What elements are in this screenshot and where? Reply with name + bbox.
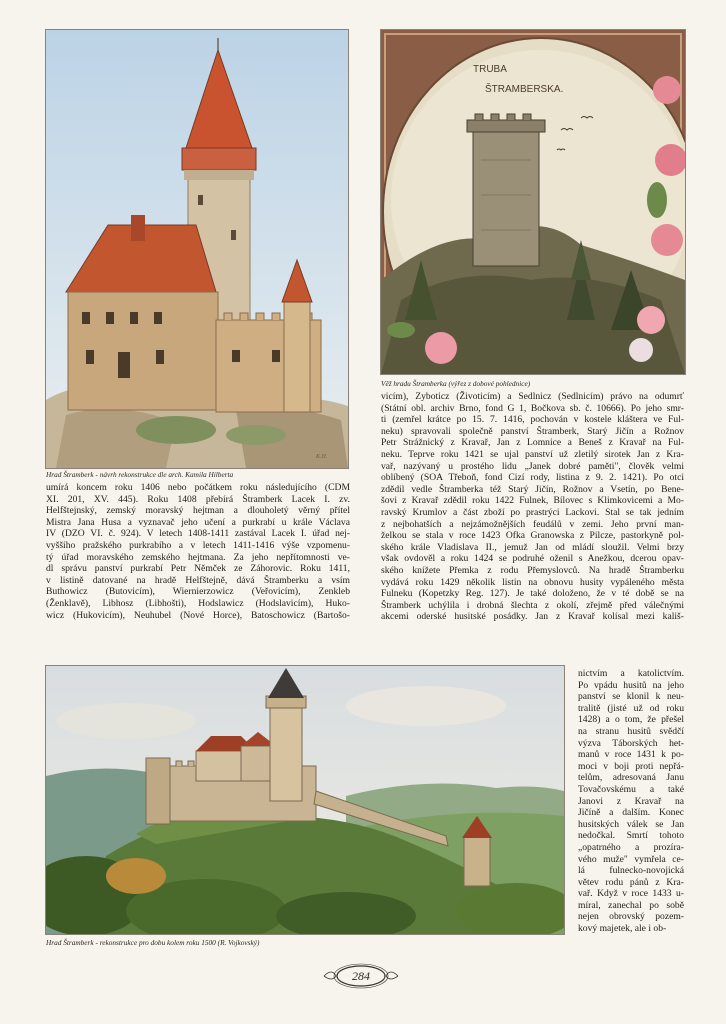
text-line: míral, zanechal po sobě [578,899,684,911]
castle-illustration-vojkovsky [46,666,564,934]
right-column-text [381,391,684,623]
text-line: moci v boji proti nepřá- [578,760,684,772]
text-line: vyššího pražského purkrabího a v letech 1411-1416 výše vzpomenu- [46,539,350,551]
text-line: na stranu husitů svědčí [578,725,684,737]
text-line: Po vpádu husitů na jeho [578,679,684,691]
text-line: nedočkal. Smrtí tohoto [578,830,684,842]
text-line: tý úřad moravského zemského hejtmana. Za jeho nepřítomnosti ve- [46,551,350,563]
text-line: oblíbený (SOA Třeboň, fond Cizí rody, listina z 9. 2. 1421). Po otci [381,472,684,484]
text-line: však ovdověl a roku 1424 se podruhé oženil s Anežkou, dcerou opav- [381,553,684,565]
text-line: (Státní obl. archiv Brno, fond G 1, Bočkova sb. č. 10666). Po jeho smr- [381,402,684,414]
text-line: nejen obrovský pozem- [578,911,684,923]
text-line: z nejbohatších a nejzámožnějších feudálů v zemi. Jeho první man- [381,518,684,530]
caption-postcard: Věž hradu Štramberka (výřez z dobové pohlednice) [381,379,531,388]
castle-illustration-hilbert [46,30,348,468]
text-line: nictvím a katolictvím. [578,668,684,679]
text-line: manů v roce 1431 k po- [578,749,684,761]
text-line: šovi z Kravař zdědil roku 1422 Fulnek, Bílovec s Klimkovicemi a Mo- [381,495,684,507]
page-number: 284 [352,969,370,983]
text-line: vař, nazývaný u prostého lidu „Janek dobré paměti", člověk velmi [381,460,684,472]
text-line: umírá koncem roku 1406 nebo počátkem roku následujícího (CDM [46,482,350,493]
text-line: ského krále Vladislava II., jemuž Jan od mládí sloužil. Velmi brzy [381,541,684,553]
text-line: XI. 201, XV. 445). Roku 1408 přebírá Štramberk Lacek I. zv. [46,493,350,505]
text-line: Jičíně a dalším. Konec [578,807,684,819]
text-line: neku) spravovali společně panství Štramberk, Starý Jičín a Rožnov [381,425,684,437]
figure-postcard-tower [380,29,686,375]
svg-text:K.H.: K.H. [316,454,328,460]
text-line: telům, adresovaná Janu [578,772,684,784]
left-column-text [46,482,350,621]
postcard-label-line2: ŠTRAMBERSKA. [485,84,564,95]
postcard-label-line1: TRUBA [473,64,507,75]
text-line: (Ženklavě), Libhosz (Libhošti), Hodslawicz (Hodslavicím), Huko- [46,597,350,609]
caption-vojkovsky: Hrad Štramberk - rekonstrukce pro dobu kolem roku 1500 (R. Vojkovský) [46,938,260,947]
text-line: tralitě (jisté už od roku [578,702,684,714]
text-line: zdědil vedle Štramberka též Starý Jičín, Rožnov a Vsetín, po Bene- [381,483,684,495]
text-line: Buthowicz (Butovicím), Wiernierzowicz (Veřovicím), Zenkleb [46,586,350,598]
text-line: akcemi oderské husitské posádky. Jan z Kravař kolísal mezi kališ- [381,611,684,623]
text-line: Mistra Jana Husa a vyznavač jeho učení a purkrabí u krále Václava [46,516,350,528]
caption-hilbert: Hrad Štramberk - návrh rekonstrukce dle arch. Kamila Hilberta [46,470,234,479]
text-line: vého muže" vymřela ce- [578,853,684,865]
text-line: „opatrného a prozíra- [578,841,684,853]
text-line: ravský Krumlov a část zboží po prastrýci Lackovi. Stal se tak jedním [381,506,684,518]
text-line: vicím), Zyboticz (Životicím) a Sedlnicz (Sedlnicím) právo na odumrť [381,391,684,402]
text-line: IV (DZO VI. č. 924). V letech 1408-1411 zastával Lacek I. úřad nej- [46,528,350,540]
text-line: Janovi z Kravař na [578,795,684,807]
text-line: Helfštejnský, zemský moravský hejtman a dlouholetý věrný přítel [46,505,350,517]
text-line: želkou se stala v roce 1423 Ofka Granowska z Pilcze, pastorkyně pol- [381,530,684,542]
text-line: lá fulnecko-novojická [578,865,684,877]
text-line: Tovačovskému a také [578,783,684,795]
postcard-illustration [381,30,685,374]
text-line: neku. Teprve roku 1421 se ujal panství už zletilý sirotek Jan z Kra- [381,448,684,460]
text-line: Petr Strážnický z Kravař, Jan z Lomnice a Beneš z Kravař na Ful- [381,437,684,449]
text-line: 1428) a o tom, že přešel [578,714,684,726]
text-line: Fulneku (Kopetzky Reg. 127). Je také doloženo, že v té době se na [381,588,684,600]
text-line: ského knížete Přemka z rodu Přemyslovců. Na hradě Štramberku [381,564,684,576]
page-number-ornament [322,963,400,989]
figure-vojkovsky-reconstruction [45,665,565,935]
text-line: větev rodu pánů z Kra- [578,876,684,888]
text-line: wicz (Hukovicím), Neuhubel (Nové Horce), Batoschowicz (Bartošo- [46,609,350,621]
text-line: vař. Když v roce 1433 u- [578,888,684,900]
text-line: ti (zemřel krátce po 15. 7. 1416, pochován v kostele kláštera ve Ful- [381,414,684,426]
text-line: výzva Táborských het- [578,737,684,749]
text-line: vydává roku 1429 několik listin na obnovu husity vypáleného města [381,576,684,588]
text-line: kový majetek, ale i ob- [578,923,667,935]
text-line: dl správu panství purkrabí Petr Němček ze Záhorovic. Roku 1411, [46,563,350,575]
text-line: husitských válek se Jan [578,818,684,830]
text-line: v listině datované na hradě Helfštejně, dává Štramberku a vsím [46,574,350,586]
figure-hilbert-reconstruction [45,29,349,469]
text-line: Štramberk uchýlila i drobná šlechta z okolí, zřejmě před válečnými [381,599,684,611]
text-line: panství se klonil k neu- [578,691,684,703]
narrow-column-text [578,668,684,935]
